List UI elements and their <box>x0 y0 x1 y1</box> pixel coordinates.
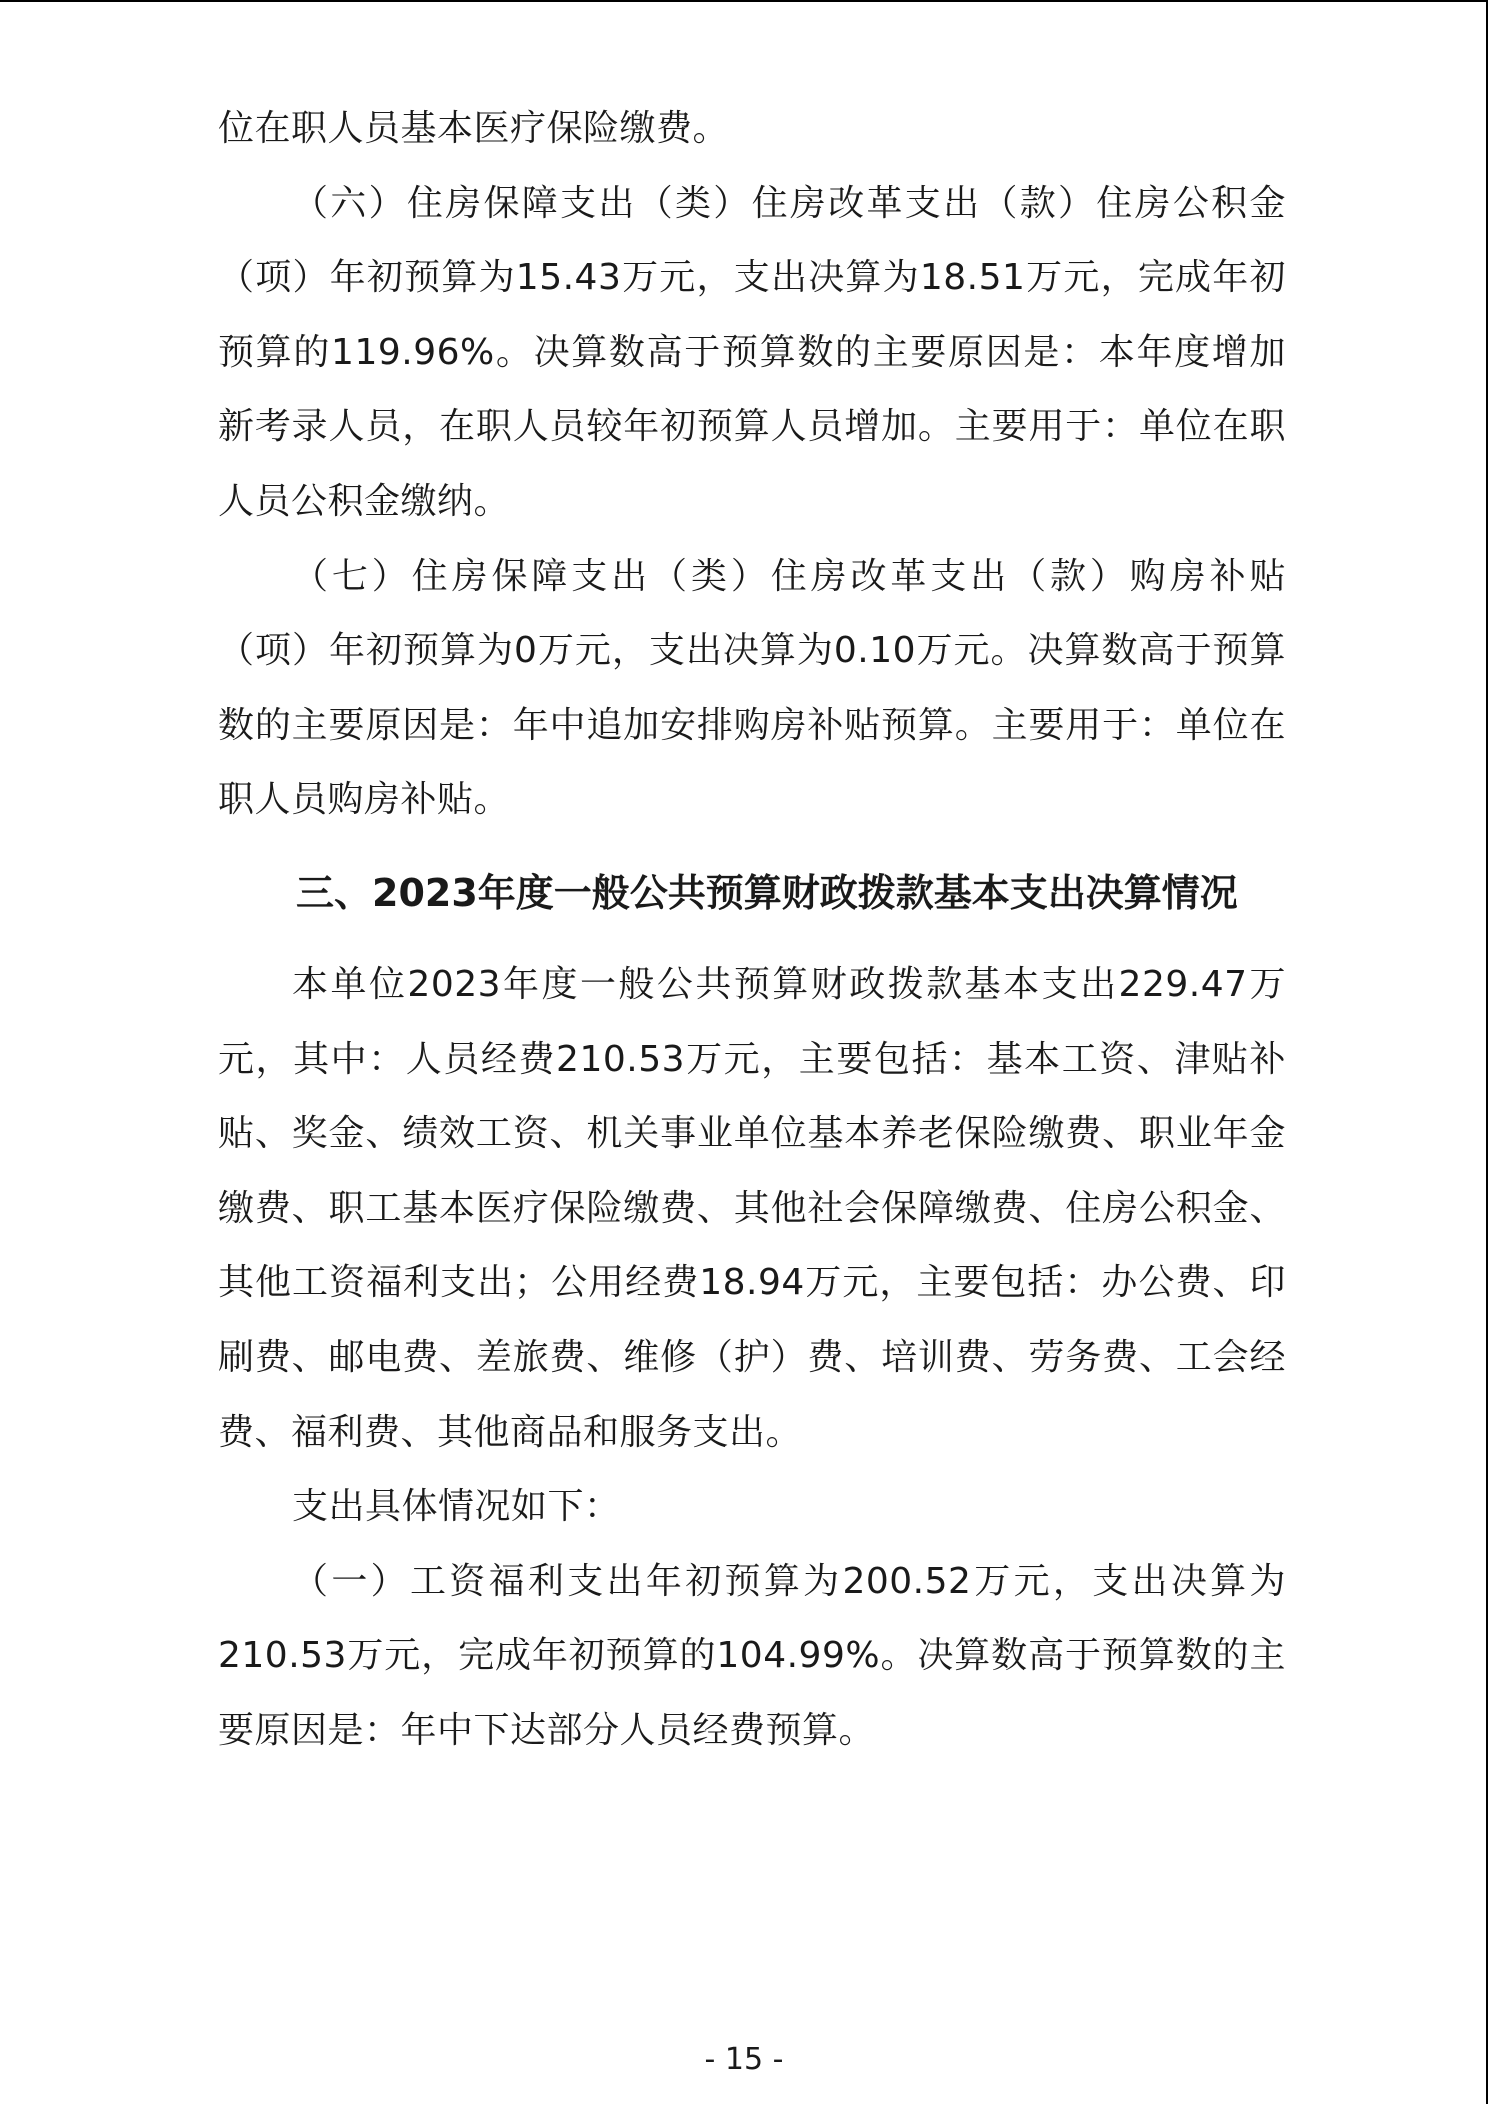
page-number: - 15 - <box>704 2042 784 2077</box>
paragraph-details-intro: 支出具体情况如下： <box>292 1486 621 1528</box>
section-heading: 三、2023年度一般公共预算财政拨款基本支出决算情况 <box>296 870 1238 915</box>
document-body <box>218 92 1286 1768</box>
top-border <box>0 0 1488 2</box>
paragraph-housing-subsidy: （七）住房保障支出（类）住房改革支出（款）购房补贴（项）年初预算为0万元，支出决算为0.10万元。决算数高于预算数的主要原因是：年中追加安排购房补贴预算。主要用于：单位在职人员购房补贴。 <box>218 555 1286 821</box>
paragraph-continued: 位在职人员基本医疗保险缴费。 <box>218 108 730 149</box>
paragraph-salary-welfare: （一）工资福利支出年初预算为200.52万元，支出决算为210.53万元，完成年初预算的104.99%。决算数高于预算数的主要原因是：年中下达部分人员经费预算。 <box>218 1560 1286 1751</box>
paragraph-housing-fund: （六）住房保障支出（类）住房改革支出（款）住房公积金（项）年初预算为15.43万元，支出决算为18.51万元，完成年初预算的119.96%。决算数高于预算数的主要原因是：本年度增加新考录人员，在职人员较年初预算人员增加。主要用于：单位在职人员公积金缴纳。 <box>218 182 1286 522</box>
paragraph-basic-expenditure: 本单位2023年度一般公共预算财政拨款基本支出229.47万元，其中：人员经费210.53万元，主要包括：基本工资、津贴补贴、奖金、绩效工资、机关事业单位基本养老保险缴费、职业年金缴费、职工基本医疗保险缴费、其他社会保障缴费、住房公积金、其他工资福利支出；公用经费18.94万元，主要包括：办公费、印刷费、邮电费、差旅费、维修（护）费、培训费、劳务费、工会经费、福利费、其他商品和服务支出。 <box>218 963 1286 1453</box>
